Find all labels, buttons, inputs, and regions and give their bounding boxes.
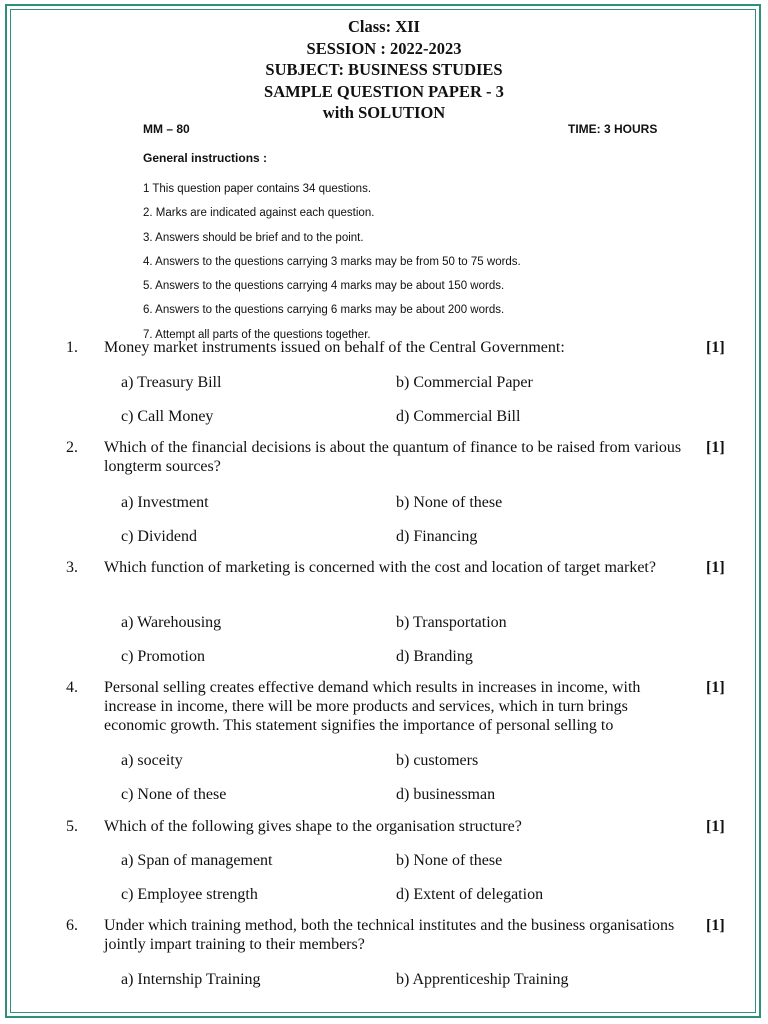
- question-text: Which function of marketing is concerned with the cost and location of target market?: [104, 559, 656, 576]
- question-marks: [1]: [706, 917, 725, 934]
- option-c: c) Call Money: [121, 408, 214, 425]
- question-marks: [1]: [706, 439, 725, 456]
- option-b: b) customers: [396, 752, 479, 769]
- instructions-title: General instructions :: [143, 151, 268, 165]
- option-b: b) None of these: [396, 494, 503, 511]
- instruction-item: 1 This question paper contains 34 questions.: [143, 183, 372, 195]
- instruction-item: 5. Answers to the questions carrying 4 marks may be about 150 words.: [143, 280, 505, 293]
- question-marks: [1]: [706, 679, 725, 696]
- instruction-item: 2. Marks are indicated against each question.: [143, 207, 375, 220]
- option-b: b) Commercial Paper: [396, 374, 533, 391]
- question-number: 1.: [66, 339, 78, 356]
- paper-header: [0, 16, 768, 124]
- option-d: d) Branding: [396, 648, 473, 665]
- question-marks: [1]: [706, 818, 725, 835]
- option-a: a) Internship Training: [121, 971, 261, 988]
- question-text: Which of the financial decisions is about the quantum of finance to be raised from various longterm sources?: [104, 439, 682, 475]
- option-c: c) Dividend: [121, 528, 197, 545]
- instructions-list: [143, 182, 521, 352]
- option-d: d) Financing: [396, 528, 478, 545]
- paper-heading: SAMPLE QUESTION PAPER - 3: [264, 81, 504, 101]
- option-a: a) Treasury Bill: [121, 374, 222, 391]
- solution-heading: with SOLUTION: [322, 103, 446, 122]
- option-a: a) soceity: [121, 752, 183, 769]
- question-4: [0, 678, 768, 808]
- question-number: 2.: [66, 439, 78, 456]
- instruction-item: 3. Answers should be brief and to the point.: [143, 231, 364, 244]
- option-d: d) businessman: [396, 786, 496, 803]
- option-d: d) Commercial Bill: [396, 408, 521, 425]
- question-text: Under which training method, both the technical institutes and the business organisations jointly impart training to their members?: [104, 917, 675, 953]
- question-number: 4.: [66, 679, 78, 696]
- subject-heading: SUBJECT: BUSINESS STUDIES: [265, 60, 503, 79]
- option-b: b) None of these: [396, 852, 503, 869]
- question-marks: [1]: [706, 559, 725, 576]
- class-heading: Class: XII: [348, 17, 420, 36]
- option-c: c) Promotion: [121, 648, 205, 665]
- question-number: 3.: [66, 559, 78, 576]
- option-c: c) None of these: [121, 786, 227, 803]
- option-a: a) Investment: [121, 494, 209, 511]
- instruction-item: 6. Answers to the questions carrying 6 marks may be about 200 words.: [143, 304, 505, 317]
- question-3: [0, 558, 768, 668]
- question-text: Personal selling creates effective demand which results in increases in income, with increase in income, there will be more products and services, which in turn brings economic growth. This statement signifies the importance of personal selling to: [104, 679, 641, 734]
- question-text: Money market instruments issued on behalf of the Central Government:: [104, 339, 565, 356]
- option-d: d) Extent of delegation: [396, 886, 544, 903]
- question-number: 5.: [66, 818, 78, 835]
- question-6: [0, 916, 768, 996]
- max-marks: MM – 80: [143, 122, 190, 136]
- question-marks: [1]: [706, 339, 725, 356]
- instruction-item: 7. Attempt all parts of the questions together.: [143, 328, 371, 341]
- option-b: b) Transportation: [396, 614, 507, 631]
- question-2: [0, 438, 768, 548]
- question-number: 6.: [66, 917, 78, 934]
- option-c: c) Employee strength: [121, 886, 258, 903]
- question-5: [0, 817, 768, 907]
- option-b: b) Apprenticeship Training: [396, 971, 569, 988]
- session-heading: SESSION : 2022-2023: [306, 38, 462, 58]
- option-a: a) Warehousing: [121, 614, 222, 631]
- instruction-item: 4. Answers to the questions carrying 3 marks may be from 50 to 75 words.: [143, 255, 521, 268]
- question-text: Which of the following gives shape to the organisation structure?: [104, 818, 522, 835]
- question-1: [0, 338, 768, 428]
- option-a: a) Span of management: [121, 852, 273, 869]
- time-allowed: TIME: 3 HOURS: [568, 122, 658, 136]
